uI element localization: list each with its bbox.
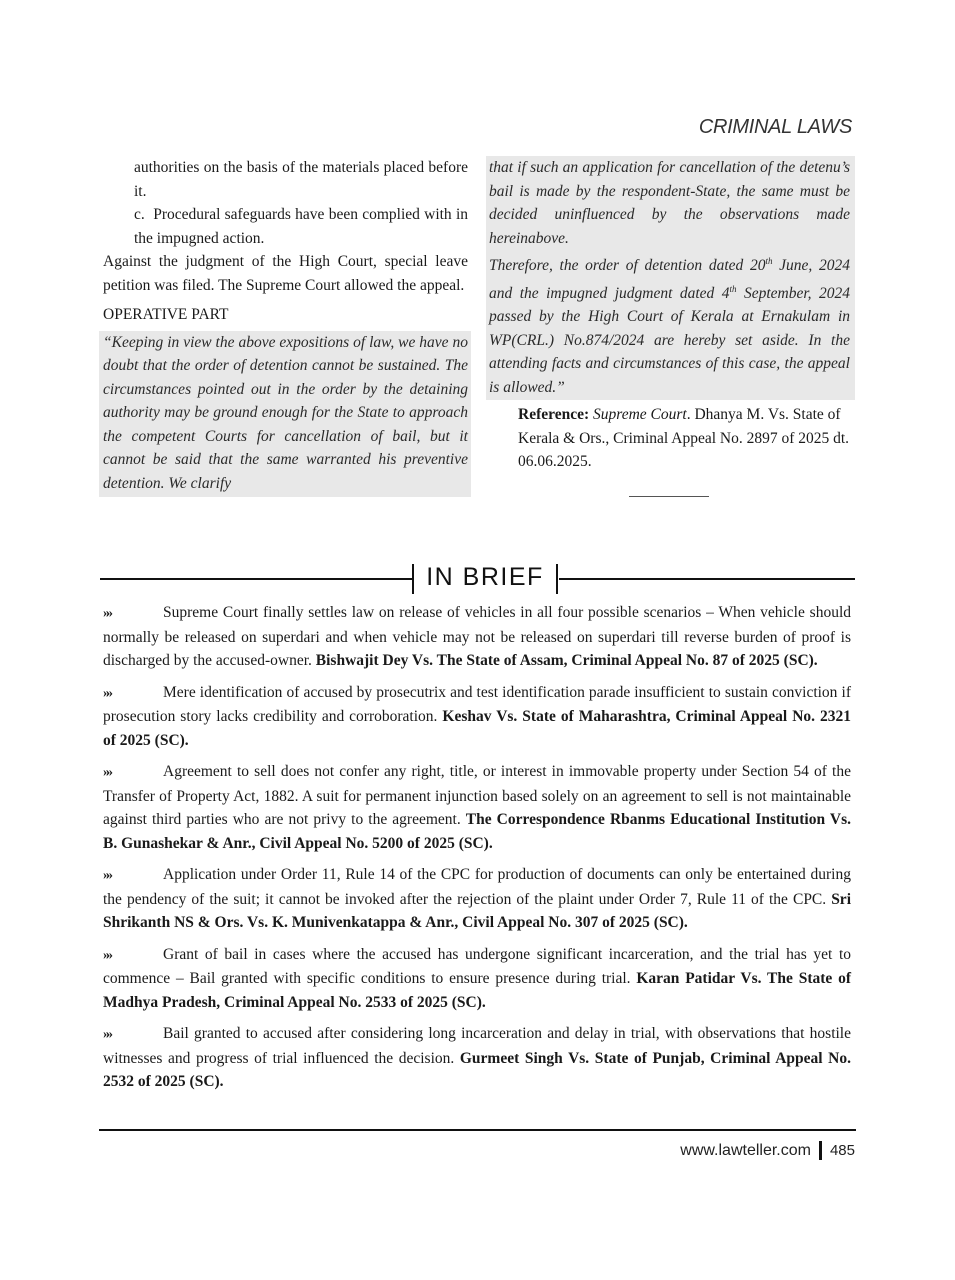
reference-text: . Dhanya M. Vs. State of Kerala & Ors., Criminal Appeal No. 2897 of 2025 dt. 06.06.2025. [518,406,850,471]
double-arrow-icon: »» [103,685,109,701]
item-b-continued: authorities on the basis of the materials placed before it. [134,159,468,200]
brief-citation: Keshav Vs. State of Maharashtra, Criminal Appeal No. 2321 of 2025 (SC). [103,708,851,749]
in-brief-tick-right [556,564,558,594]
reference [486,403,855,474]
operative-quote-part2 [486,156,855,400]
item-c: c. Procedural safeguards have been complied with in the impugned action. [134,206,468,247]
reference-court: Supreme Court [593,406,687,424]
double-arrow-icon: »» [103,868,109,883]
right-column [486,156,855,497]
brief-item: »» Grant of bail in cases where the accused has undergone significant incarceration, and the trial has yet to commence – Bail granted with specific conditions to ensure presence during trial. Karan Patidar Vs. The State of Madhya Pradesh, Criminal Appeal No. 2533 of 2025 (SC). [103,945,852,1011]
double-arrow-icon: »» [103,947,109,963]
brief-citation: Karan Patidar Vs. The State of Madhya Pradesh, Criminal Appeal No. 2533 of 2025 (SC). [103,970,852,1011]
footer-site-link[interactable]: www.lawteller.com [680,1141,811,1159]
quote-continuation: that if such an application for cancellation of the detenu’s bail is made by the respondent-State, the same must be decided uninfluenced by the observations made hereinabove. [489,159,850,247]
in-brief-tick-left [412,564,414,594]
in-brief-rule-left [100,578,412,580]
footer-rule [99,1129,856,1131]
brief-item: »» Agreement to sell does not confer any right, title, or interest in immovable property under Section 54 of the Transfer of Property Act, 1882. A suit for permanent injunction based solely on an agreement to sell is not maintainable against third parties who are not privy to the agreement. The Correspondence Rbanms Educational Institution Vs. B. Gunashekar & Anr., Civil Appeal No. 5200 of 2025 (SC). [103,763,851,852]
in-brief-list [103,601,851,1102]
brief-citation: Bishwajit Dey Vs. The State of Assam, Criminal Appeal No. 87 of 2025 (SC). [315,652,818,669]
section-header: CRIMINAL LAWS [698,116,852,138]
footer-divider [819,1141,822,1160]
footer [680,1141,855,1160]
brief-citation: Gurmeet Singh Vs. State of Punjab, Criminal Appeal No. 2532 of 2025 (SC). [103,1049,851,1090]
appeal-paragraph: Against the judgment of the High Court, special leave petition was filed. The Supreme Court allowed the appeal. [103,253,468,294]
double-arrow-icon: »» [103,606,109,621]
brief-item: »» Supreme Court finally settles law on release of vehicles in all four possible scenarios – When vehicle should normally be released on superdari and when vehicle may not be released on superdari till reverse burden of proof is discharged by the accused-owner. Bishwajit Dey Vs. The State of Assam, Criminal Appeal No. 87 of 2025 (SC). [103,604,851,669]
reference-label: Reference: [518,406,590,424]
operative-quote-part1: “Keeping in view the above expositions of law, we have no doubt that the order of detention cannot be sustained. The circumstances pointed out in the order by the detaining authority may be ground enough for the State to approach the competent Courts for cancellation of bail, but it cannot be said that the same warranted his preventive detention. We clarify [99,331,471,498]
brief-citation: The Correspondence Rbanms Educational Institution Vs. B. Gunashekar & Anr., Civil Appeal No. 5200 of 2025 (SC). [103,811,851,852]
brief-item: »» Bail granted to accused after considering long incarceration and delay in trial, with observations that hostile witnesses and progress of trial influenced the decision. Gurmeet Singh Vs. State of Punjab, Criminal Appeal No. 2532 of 2025 (SC). [103,1025,851,1090]
double-arrow-icon: »» [103,1027,109,1042]
quote-order: Therefore, the order of detention dated 20th June, 2024 and the impugned judgment dated 4th September, 2024 passed by the High Court of Kerala at Ernakulam in WP(CRL.) No.874/2024 are hereby set aside. In the attending facts and circumstances of this case, the appeal is allowed.” [489,256,850,396]
page-number: 485 [829,1142,855,1159]
brief-item: »» Application under Order 11, Rule 14 of the CPC for production of documents can only be entertained during the pendency of the suit; it cannot be invoked after the rejection of the plaint under Order 7, Rule 11 of the CPC. Sri Shrikanth NS & Ors. Vs. K. Munivenkatappa & Anr., Civil Appeal No. 307 of 2025 (SC). [103,866,851,931]
in-brief-title: IN BRIEF [426,563,544,591]
left-column [103,156,468,497]
section-end-divider [629,496,709,497]
operative-part-heading: OPERATIVE PART [103,306,229,323]
brief-item: »» Mere identification of accused by prosecutrix and test identification parade insufficient to sustain conviction if prosecution story lacks credibility and corroboration. Keshav Vs. State of Maharashtra, Criminal Appeal No. 2321 of 2025 (SC). [103,683,851,749]
in-brief-rule-right [559,578,855,580]
brief-citation: Sri Shrikanth NS & Ors. Vs. K. Munivenkatappa & Anr., Civil Appeal No. 307 of 2025 (SC). [103,890,851,931]
double-arrow-icon: »» [103,765,109,780]
